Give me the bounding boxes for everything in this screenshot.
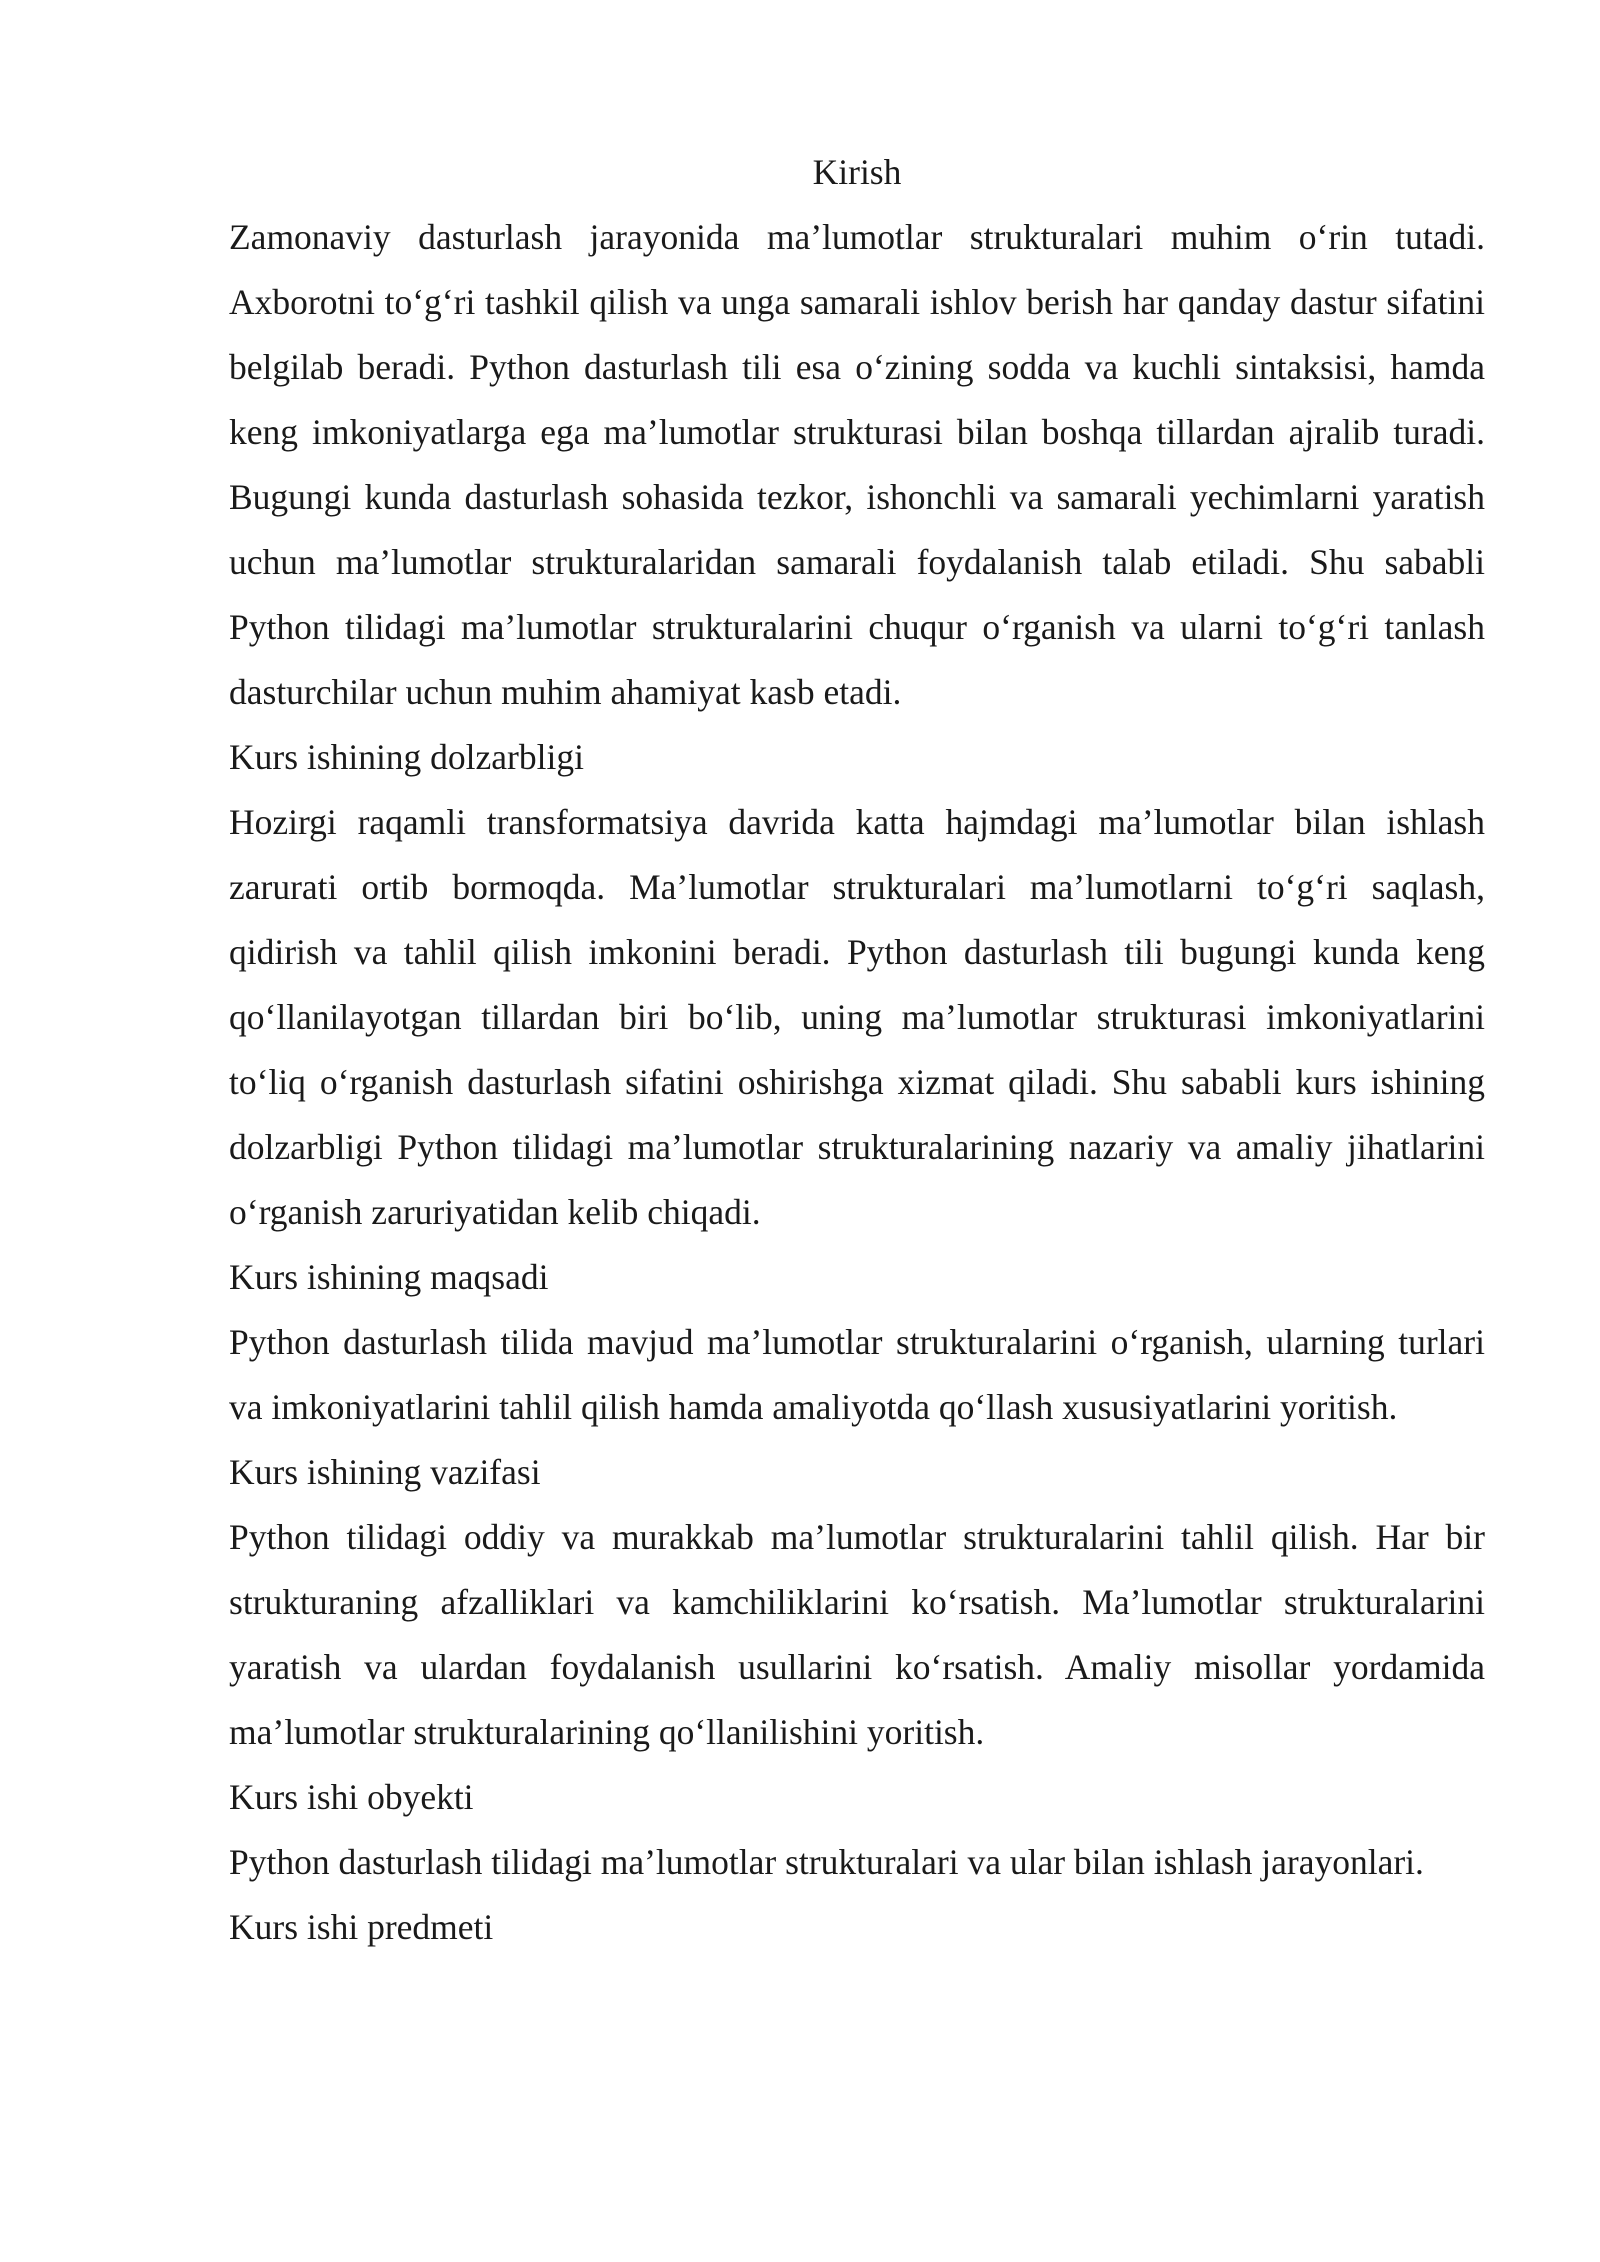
intro-paragraph: Zamonaviy dasturlash jarayonida ma’lumotlar strukturalari muhim o‘rin tutadi. Axborotni to‘g‘ri tashkil qilish va unga samarali ishlov berish har qanday dastur sifatini belgilab beradi. Python dasturlash tili esa o‘zining sodda va kuchli sintaksisi, hamda keng imkoniyatlarga ega ma’lumotlar strukturasi bilan boshqa tillardan ajralib turadi. Bugungi kunda dasturlash sohasida tezkor, ishonchli va samarali yechimlarni yaratish uchun ma’lumotlar strukturalaridan samarali foydalanish talab etiladi. Shu sababli Python tilidagi ma’lumotlar strukturalarini chuqur o‘rganish va ularni to‘g‘ri tanlash dasturchilar uchun muhim ahamiyat kasb etadi. — [229, 217, 1485, 712]
section-text-vazifasi: Python tilidagi oddiy va murakkab ma’lumotlar strukturalarini tahlil qilish. Har bir strukturaning afzalliklari va kamchiliklarini ko‘rsatish. Ma’lumotlar strukturalarini yaratish va ulardan foydalanish usullarini ko‘rsatish. Amaliy misollar yordamida ma’lumotlar strukturalarining qo‘llanilishini yoritish. — [229, 1517, 1485, 1752]
section-heading-obyekti: Kurs ishi obyekti — [229, 1777, 474, 1817]
section-text-dolzarbligi: Hozirgi raqamli transformatsiya davrida katta hajmdagi ma’lumotlar bilan ishlash zarurati ortib bormoqda. Ma’lumotlar strukturalari ma’lumotlarni to‘g‘ri saqlash, qidirish va tahlil qilish imkonini beradi. Python dasturlash tili bugungi kunda keng qo‘llanilayotgan tillardan biri bo‘lib, uning ma’lumotlar strukturasi imkoniyatlarini to‘liq o‘rganish dasturlash sifatini oshirishga xizmat qiladi. Shu sababli kurs ishining dolzarbligi Python tilidagi ma’lumotlar strukturalarining nazariy va amaliy jihatlarini o‘rganish zaruriyatidan kelib chiqadi. — [229, 802, 1485, 1232]
section-text-obyekti: Python dasturlash tilidagi ma’lumotlar strukturalari va ular bilan ishlash jarayonlari. — [229, 1842, 1424, 1882]
section-heading-vazifasi: Kurs ishining vazifasi — [229, 1452, 541, 1492]
section-heading-dolzarbligi: Kurs ishining dolzarbligi — [229, 737, 584, 777]
document-body — [229, 140, 1485, 1960]
section-text-maqsadi: Python dasturlash tilida mavjud ma’lumotlar strukturalarini o‘rganish, ularning turlari va imkoniyatlarini tahlil qilish hamda amaliyotda qo‘llash xususiyatlarini yoritish. — [229, 1322, 1485, 1427]
section-heading-predmeti: Kurs ishi predmeti — [229, 1907, 494, 1947]
section-heading-maqsadi: Kurs ishining maqsadi — [229, 1257, 549, 1297]
document-title: Kirish — [812, 152, 902, 192]
